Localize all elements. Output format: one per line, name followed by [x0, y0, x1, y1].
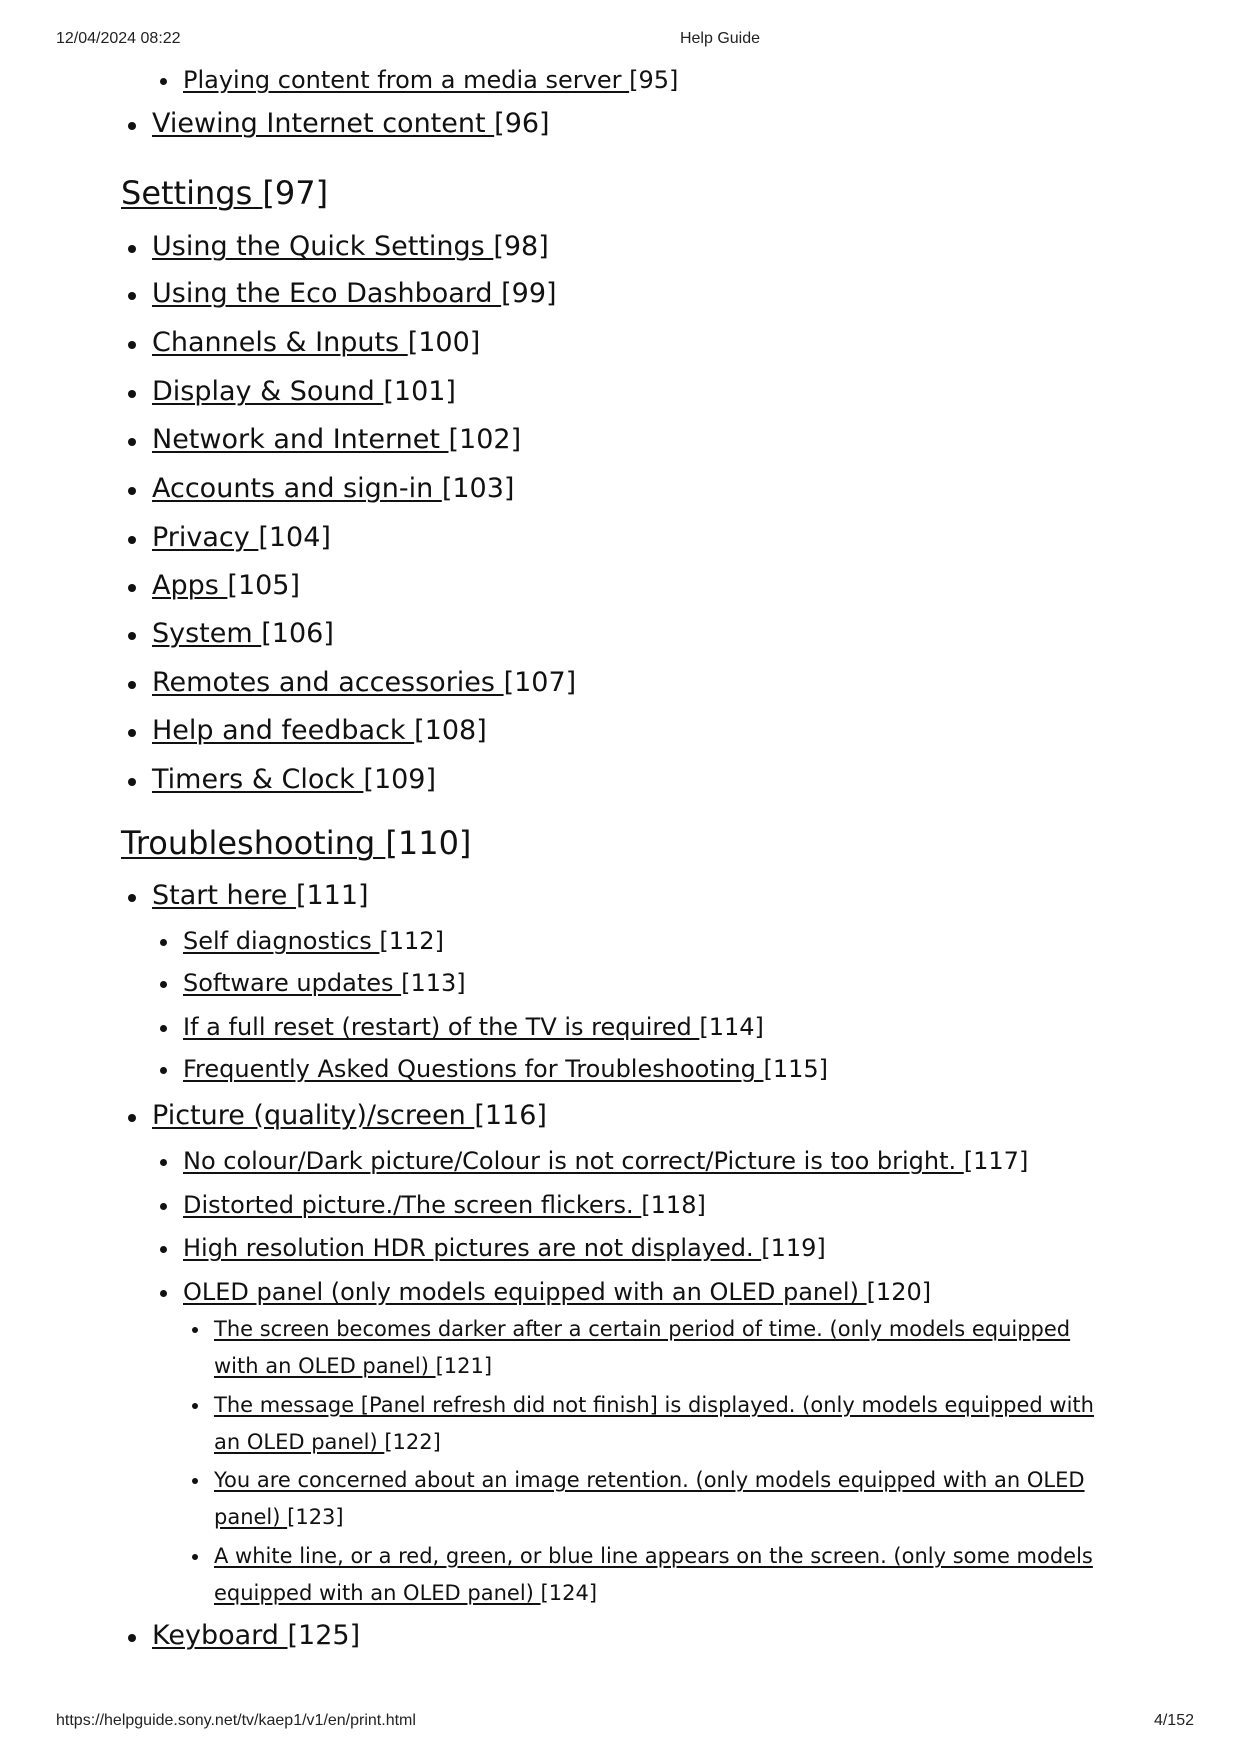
- toc-ref: [120]: [866, 1278, 932, 1306]
- bullet: [128, 122, 136, 130]
- toc-link[interactable]: Distorted picture./The screen flickers.: [183, 1191, 642, 1219]
- toc-link[interactable]: Display & Sound: [152, 376, 384, 407]
- toc-item: [183, 1234, 826, 1262]
- toc-link[interactable]: You are concerned about an image retention. (only models equipped with an OLED panel): [214, 1468, 1085, 1529]
- toc-ref: [118]: [641, 1191, 706, 1219]
- bullet: [128, 487, 136, 495]
- toc-item: [152, 880, 369, 911]
- toc-ref: [102]: [448, 424, 522, 455]
- toc-ref: [108]: [414, 715, 487, 746]
- toc-item: [183, 1278, 931, 1306]
- toc-item: [152, 278, 557, 309]
- toc-item: [152, 473, 514, 504]
- bullet: [160, 1203, 167, 1210]
- toc-ref: [124]: [540, 1581, 598, 1605]
- toc-ref: [116]: [474, 1100, 547, 1131]
- toc-link[interactable]: Help and feedback: [152, 715, 415, 746]
- toc-ref: [106]: [261, 618, 334, 649]
- toc-ref: [121]: [435, 1354, 493, 1378]
- toc-link[interactable]: Apps: [152, 570, 228, 601]
- toc-ref: [96]: [494, 108, 550, 139]
- toc-item: [152, 424, 521, 455]
- toc-link[interactable]: Using the Eco Dashboard: [152, 278, 502, 309]
- bullet: [160, 1290, 167, 1297]
- toc-ref: [119]: [761, 1234, 826, 1262]
- toc-ref: [114]: [699, 1013, 764, 1041]
- bullet: [128, 1634, 136, 1642]
- toc-item: [152, 108, 550, 139]
- bullet: [128, 894, 136, 902]
- toc-ref: [111]: [295, 880, 369, 911]
- bullet: [128, 536, 136, 544]
- toc-link[interactable]: Accounts and sign-in: [152, 473, 442, 504]
- toc-link[interactable]: System: [152, 618, 262, 649]
- toc-link[interactable]: Start here: [152, 880, 296, 911]
- toc-link[interactable]: Timers & Clock: [152, 764, 364, 795]
- toc-link[interactable]: OLED panel (only models equipped with an OLED panel): [183, 1278, 867, 1306]
- toc-item: [152, 618, 334, 649]
- bullet: [128, 778, 136, 786]
- toc-link[interactable]: Viewing Internet content: [152, 108, 495, 139]
- bullet: [160, 78, 167, 85]
- toc-item: [152, 1100, 547, 1131]
- toc-ref: [99]: [501, 278, 557, 309]
- toc-ref: [113]: [401, 969, 466, 997]
- toc-item: [152, 764, 436, 795]
- toc-item: [152, 715, 487, 746]
- toc-item: [152, 376, 456, 407]
- toc-link[interactable]: Self diagnostics: [183, 927, 380, 955]
- toc-link[interactable]: Troubleshooting: [121, 824, 386, 862]
- toc-ref: [115]: [763, 1055, 829, 1083]
- toc-ref: [109]: [363, 764, 437, 795]
- bullet: [192, 1478, 198, 1484]
- toc-ref: [117]: [963, 1147, 1029, 1175]
- bullet: [128, 292, 136, 300]
- toc-link[interactable]: Using the Quick Settings: [152, 231, 494, 262]
- toc-ref: [105]: [227, 570, 301, 601]
- toc-link[interactable]: Picture (quality)/screen: [152, 1100, 475, 1131]
- bullet: [192, 1554, 198, 1560]
- bullet: [128, 438, 136, 446]
- section-heading-settings: [121, 174, 328, 212]
- toc-link[interactable]: The screen becomes darker after a certain period of time. (only models equipped with an OLED panel): [214, 1317, 1071, 1378]
- toc-ref: [98]: [493, 231, 549, 262]
- toc-item: [183, 1191, 706, 1219]
- bullet: [160, 939, 167, 946]
- bullet: [128, 1114, 136, 1122]
- toc-link[interactable]: Frequently Asked Questions for Troubleshooting: [183, 1055, 764, 1083]
- toc-ref: [122]: [384, 1430, 441, 1454]
- toc-ref: [97]: [262, 174, 329, 212]
- toc-link[interactable]: Playing content from a media server: [183, 66, 630, 94]
- toc-ref: [101]: [383, 376, 456, 407]
- bullet: [128, 729, 136, 737]
- bullet: [160, 1159, 167, 1166]
- toc-link[interactable]: Settings: [121, 174, 263, 212]
- toc-ref: [95]: [629, 66, 679, 94]
- bullet: [160, 1025, 167, 1032]
- toc-item: [183, 1013, 764, 1041]
- bullet: [160, 1246, 167, 1253]
- toc-link[interactable]: Software updates: [183, 969, 402, 997]
- print-title: Help Guide: [679, 30, 761, 47]
- bullet: [160, 981, 167, 988]
- toc-ref: [125]: [287, 1620, 361, 1651]
- toc-ref: [100]: [407, 327, 481, 358]
- section-heading-troubleshooting: [121, 824, 471, 862]
- toc-item: [183, 66, 678, 94]
- toc-item: [183, 1147, 1028, 1175]
- toc-item: [152, 231, 549, 262]
- toc-item: [214, 1387, 1114, 1461]
- toc-ref: [103]: [441, 473, 515, 504]
- bullet: [128, 632, 136, 640]
- toc-item: [214, 1311, 1114, 1385]
- toc-item: [214, 1538, 1114, 1612]
- toc-link[interactable]: Privacy: [152, 522, 259, 553]
- toc-link[interactable]: No colour/Dark picture/Colour is not correct/Picture is too bright.: [183, 1147, 964, 1175]
- toc-ref: [110]: [385, 824, 472, 862]
- toc-item: [183, 969, 466, 997]
- toc-item: [183, 1055, 828, 1083]
- print-datetime: 12/04/2024 08:22: [56, 30, 181, 47]
- toc-ref: [104]: [258, 522, 331, 553]
- toc-item: [152, 667, 576, 698]
- toc-ref: [112]: [379, 927, 444, 955]
- bullet: [192, 1327, 198, 1333]
- bullet: [128, 584, 136, 592]
- toc-link[interactable]: High resolution HDR pictures are not displayed.: [183, 1234, 762, 1262]
- toc-link[interactable]: Network and Internet: [152, 424, 449, 455]
- page-number: 4/152: [1153, 1712, 1194, 1729]
- toc-link[interactable]: Channels & Inputs: [152, 327, 408, 358]
- toc-item: [152, 522, 331, 553]
- bullet: [128, 245, 136, 253]
- toc-item: [152, 327, 480, 358]
- toc-link[interactable]: Remotes and accessories: [152, 667, 504, 698]
- toc-item: [152, 1620, 360, 1651]
- bullet: [128, 681, 136, 689]
- toc-item: [214, 1462, 1114, 1536]
- print-url: https://helpguide.sony.net/tv/kaep1/v1/en/print.html: [56, 1712, 416, 1729]
- toc-link[interactable]: Keyboard: [152, 1620, 288, 1651]
- toc-link[interactable]: The message [Panel refresh did not finish] is displayed. (only models equipped with an OLED panel): [214, 1393, 1094, 1454]
- toc-ref: [123]: [287, 1505, 344, 1529]
- bullet: [128, 341, 136, 349]
- toc-ref: [107]: [503, 667, 577, 698]
- bullet: [128, 390, 136, 398]
- toc-item: [183, 927, 444, 955]
- bullet: [192, 1403, 198, 1409]
- toc-item: [152, 570, 300, 601]
- toc-link[interactable]: A white line, or a red, green, or blue line appears on the screen. (only some models equipped with an OLED panel): [214, 1544, 1093, 1605]
- toc-link[interactable]: If a full reset (restart) of the TV is required: [183, 1013, 700, 1041]
- bullet: [160, 1067, 167, 1074]
